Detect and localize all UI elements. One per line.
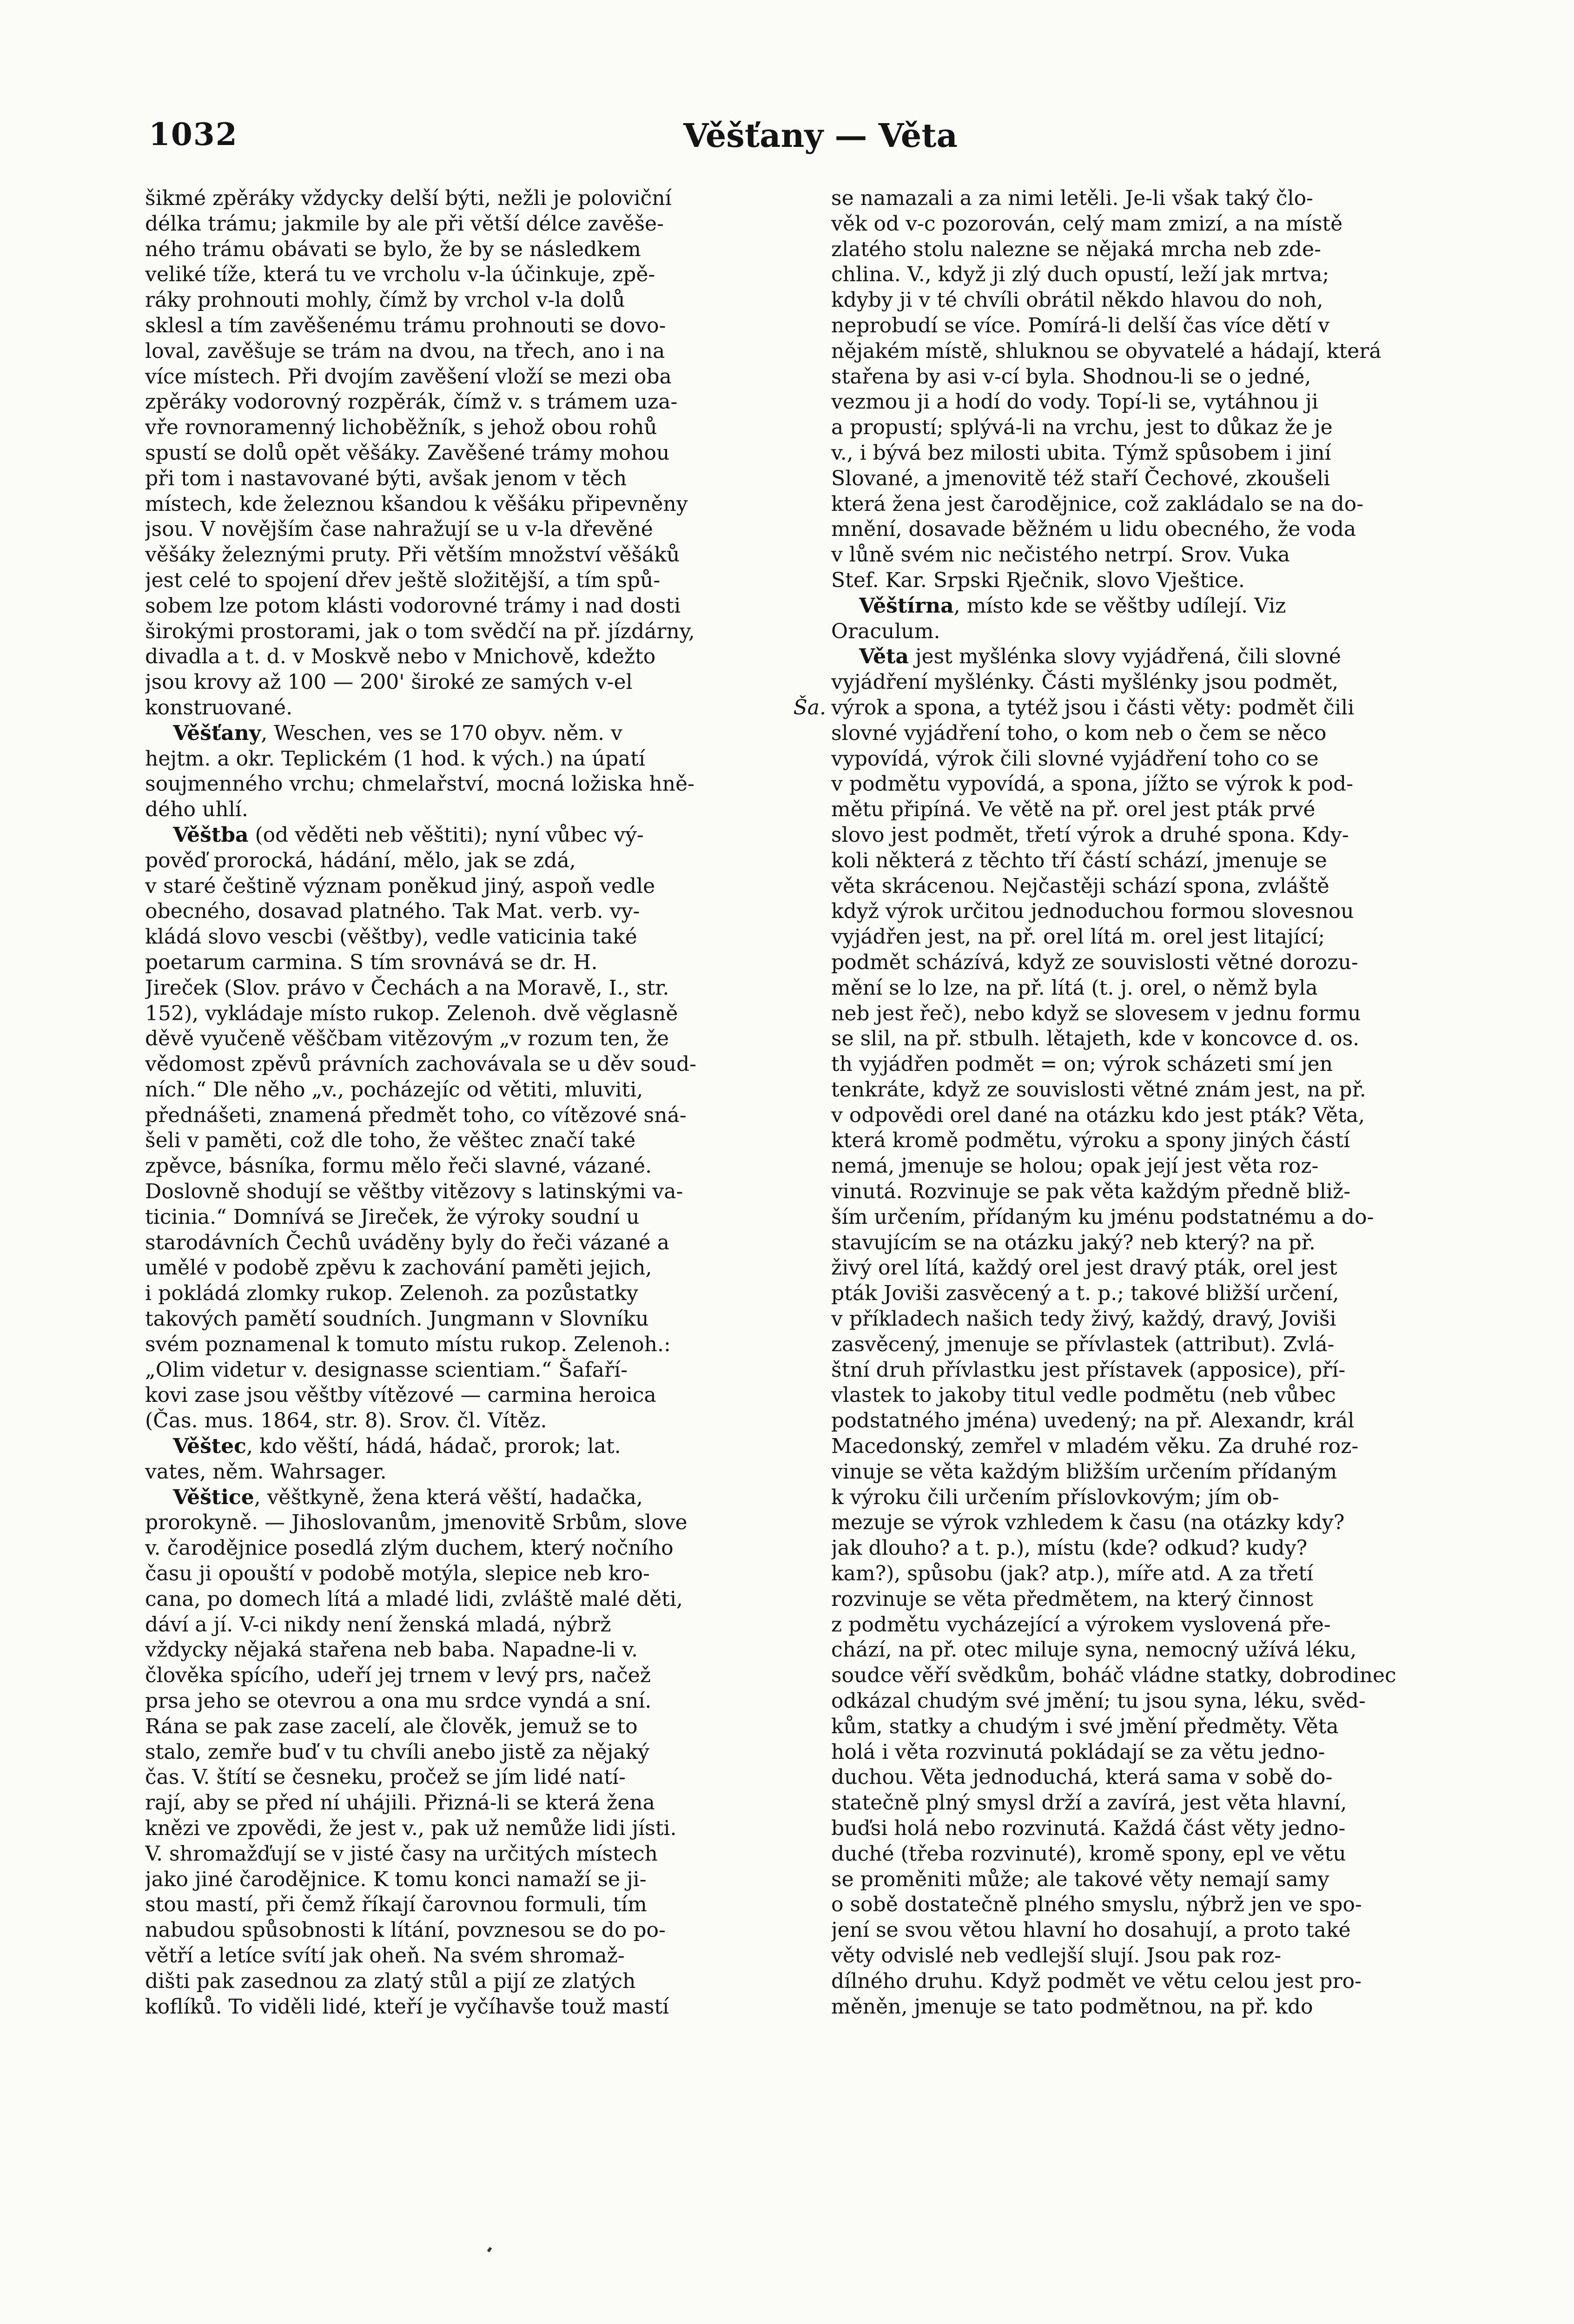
right-column-line <box>831 1307 1512 1332</box>
line-text: z podmětu vycházející a výrokem vyslovená pře- <box>831 1612 1331 1637</box>
line-text: šeli v paměti, což dle toho, že věštec značí také <box>145 1129 636 1153</box>
line-text: když výrok určitou jednoduchou formou slovesnou <box>831 899 1354 924</box>
line-text: vezmou ji a hodí do vody. Topí-li se, vytáhnou ji <box>831 390 1318 414</box>
left-column-line <box>145 1179 826 1205</box>
line-text: místech, kde železnou kšandou k věšáku připevněny <box>145 492 688 516</box>
line-text: v odpovědi orel dané na otázku kdo jest pták? Věta, <box>831 1103 1365 1127</box>
line-text: vinutá. Rozvinuje se pak věta každým předně bliž- <box>831 1180 1350 1204</box>
line-text: ních.“ Dle něho „v., pocházejíc od větiti, mluviti, <box>145 1077 643 1102</box>
line-text: v. čarodějnice posedlá zlým duchem, který nočního <box>145 1536 674 1560</box>
line-text: chlina. V., když ji zlý duch opustí, leží jak mrtva; <box>831 263 1329 287</box>
right-column-line <box>831 874 1512 899</box>
line-text: podmět scházívá, když ze souvislosti větné dorozu- <box>831 950 1358 974</box>
left-column-line <box>145 670 826 695</box>
left-column-line <box>145 1969 826 1994</box>
line-text: V. shromažďují se v jisté časy na určitých místech <box>145 1842 658 1866</box>
right-column-line <box>831 1561 1512 1587</box>
line-text: jest celé to spojení dřev ještě složitější, a tím spů- <box>145 568 661 592</box>
right-column-line <box>831 695 1512 721</box>
line-text: živý orel lítá, každý orel jest dravý pták, orel jest <box>831 1256 1337 1280</box>
line-text: knězi ve zpovědi, že jest v., pak už nemůže lidi jísti. <box>145 1816 677 1840</box>
line-text: vyjádřen jest, na př. orel lítá m. orel jest litající; <box>831 925 1325 949</box>
left-column-line <box>145 313 826 339</box>
line-text: hejtm. a okr. Teplickém (1 hod. k vých.) na úpatí <box>145 746 645 771</box>
line-text: dého uhlí. <box>145 798 248 822</box>
right-column-line <box>831 1052 1512 1077</box>
line-text: v lůně svém nic nečistého netrpí. Srov. Vuka <box>831 543 1290 567</box>
line-text: jsou krovy až 100 — 200' široké ze samých v-el <box>145 670 633 694</box>
line-text: neb jest řeč), nebo když se slovesem v jednu formu <box>831 1001 1361 1025</box>
right-column-line <box>831 1281 1512 1307</box>
line-text: výrok a spona, a tytéž jsou i části věty: podmět čili <box>831 695 1355 720</box>
left-column-line <box>145 1892 826 1918</box>
line-text: mětu připíná. Ve větě na př. orel jest pták prvé <box>831 798 1316 822</box>
line-text: Věštba (od věděti neb věštiti); nyní vůbec vý- <box>173 823 644 847</box>
left-column-line <box>145 1459 826 1485</box>
line-text: čas. V. štítí se česneku, pročež se jím lidé natí- <box>145 1765 626 1789</box>
line-text: více místech. Při dvojím zavěšení vloží se mezi oba <box>145 364 672 389</box>
right-column-line <box>831 1663 1512 1689</box>
line-text: dílného druhu. Když podmět ve větu celou jest pro- <box>831 1969 1362 1993</box>
right-column-line <box>831 823 1512 848</box>
right-column-line <box>831 1510 1512 1536</box>
left-column-line <box>145 1103 826 1129</box>
line-text: Slované, a jmenovitě též staří Čechové, zkoušeli <box>831 466 1330 490</box>
line-text: loval, zavěšuje se trám na dvou, na třech, ano i na <box>145 339 665 363</box>
left-column-line <box>145 1663 826 1689</box>
line-text: sklesl a tím zavěšenému trámu prohnouti se dovo- <box>145 313 666 337</box>
left-column-line <box>145 1765 826 1790</box>
left-column-line <box>145 1637 826 1663</box>
line-text: štní druh přívlastku jest přístavek (apposice), pří- <box>831 1358 1346 1382</box>
line-text: Věšťany, Weschen, ves se 170 obyv. něm. v <box>173 721 622 745</box>
line-text: soujmenného vrchu; chmelařství, mocná ložiska hně- <box>145 772 694 796</box>
line-text: přednášeti, znamená předmět toho, co vítězové sná- <box>145 1103 687 1127</box>
right-column-line <box>831 1485 1512 1511</box>
line-text: se proměniti může; ale takové věty nemají samy <box>831 1867 1329 1891</box>
left-column-line <box>145 950 826 976</box>
line-text: stou mastí, při čemž říkají čarovnou formuli, tím <box>145 1893 647 1917</box>
line-text: délka trámu; jakmile by ale při větší délce zavěše- <box>145 211 664 236</box>
right-column-line <box>831 1969 1512 1994</box>
line-text: věta skrácenou. Nejčastěji schází spona, zvláště <box>831 874 1329 898</box>
line-text: buďsi holá nebo rozvinutá. Každá část věty jedno- <box>831 1816 1346 1840</box>
line-text: mění se lo lze, na př. lítá (t. j. orel, o němž byla <box>831 976 1318 1000</box>
line-text: nabudou spůsobnosti k lítání, povznesou se do po- <box>145 1918 666 1942</box>
right-column-line <box>831 415 1512 441</box>
line-text: věšáky železnými pruty. Při větším množství věšáků <box>145 543 680 567</box>
line-text: v podmětu vypovídá, a spona, jížto se výrok k pod- <box>831 772 1353 796</box>
left-column-line <box>145 415 826 441</box>
left-column-line <box>145 1332 826 1358</box>
left-column-line <box>145 1790 826 1816</box>
right-column-line <box>831 1205 1512 1230</box>
line-text: starodávních Čechů uváděny byly do řeči vázané a <box>145 1230 669 1254</box>
right-column-line <box>831 288 1512 313</box>
line-text: dišti pak zasednou za zlatý stůl a pijí ze zlatých <box>145 1969 636 1993</box>
left-column-line <box>145 644 826 670</box>
right-column-line <box>831 1918 1512 1943</box>
left-column-line <box>145 1536 826 1561</box>
left-column-line <box>145 1358 826 1383</box>
left-column <box>145 186 826 2020</box>
right-column-line <box>831 568 1512 594</box>
right-column-line <box>831 186 1512 211</box>
right-column-line <box>831 619 1512 645</box>
line-text: Rána se pak zase zacelí, ale člověk, jemuž se to <box>145 1714 638 1738</box>
right-column-line <box>831 797 1512 823</box>
line-text: věty odvislé neb vedlejší slují. Jsou pak roz- <box>831 1943 1281 1967</box>
line-text: podstatného jména) uvedený; na př. Alexandr, král <box>831 1409 1355 1433</box>
line-text: Věta jest myšlénka slovy vyjádřená, čili slovné <box>859 645 1341 669</box>
left-column-line <box>145 364 826 390</box>
line-text: o sobě dostatečně plného smyslu, nýbrž jen ve spo- <box>831 1893 1362 1917</box>
left-column-line <box>145 1077 826 1103</box>
line-text: umělé v podobě zpěvu k zachování paměti jejich, <box>145 1256 652 1280</box>
line-text: stalo, zemře buď v tu chvíli anebo jistě za nějaký <box>145 1740 650 1764</box>
line-text: 152), vykládaje místo rukop. Zelenoh. dvě věglasně <box>145 1001 678 1025</box>
left-column-line <box>145 1255 826 1281</box>
page-number: 1032 <box>149 116 238 152</box>
line-text: k výroku čili určením příslovkovým; jím ob- <box>831 1485 1279 1509</box>
line-text: takových pamětí soudních. Jungmann v Slovníku <box>145 1307 649 1331</box>
line-text: ším určením, přídaným ku jménu podstatnému a do- <box>831 1205 1374 1229</box>
right-column-line <box>831 1230 1512 1256</box>
line-text: šikmé zpěráky vždycky delší býti, nežli je poloviční <box>145 186 672 210</box>
left-column-line <box>145 1816 826 1842</box>
right-column-line <box>831 1994 1512 2020</box>
right-column-line <box>831 1103 1512 1129</box>
line-text: ného trámu obávati se bylo, že by se následkem <box>145 237 641 261</box>
left-column-line <box>145 1918 826 1943</box>
line-text: neprobudí se více. Pomírá-li delší čas více dětí v <box>831 313 1330 337</box>
right-column-line <box>831 542 1512 568</box>
right-column-line <box>831 670 1512 695</box>
line-text: vypovídá, výrok čili slovné vyjádření toho co se <box>831 746 1319 771</box>
line-text: nějakém místě, shluknou se obyvatelé a hádají, která <box>831 339 1382 363</box>
line-text: tenkráte, když ze souvislosti větné znám jest, na př. <box>831 1077 1366 1102</box>
line-text: cana, po domech lítá a mladé lidi, zvláště malé děti, <box>145 1587 683 1611</box>
line-text: vates, něm. Wahrsager. <box>145 1459 387 1484</box>
right-column-line <box>831 1358 1512 1383</box>
left-column-line <box>145 721 826 746</box>
left-column-line <box>145 1842 826 1867</box>
line-text: mnění, dosavade běžném u lidu obecného, že voda <box>831 517 1356 541</box>
line-text: při tom i nastavované býti, avšak jenom v těch <box>145 466 627 490</box>
right-column-line <box>831 1587 1512 1612</box>
left-column-line <box>145 237 826 263</box>
right-column-line <box>831 924 1512 950</box>
line-text: která žena jest čarodějnice, což zakládalo se na do- <box>831 492 1363 516</box>
line-text: mezuje se výrok vzhledem k času (na otázky kdy? <box>831 1511 1345 1535</box>
left-column-line <box>145 1561 826 1587</box>
line-text: kdyby ji v té chvíli obrátil někdo hlavou do noh, <box>831 288 1323 312</box>
left-column-line <box>145 1001 826 1027</box>
line-text: spustí se dolů opět věšáky. Zavěšené trámy mohou <box>145 441 670 465</box>
line-text: konstruované. <box>145 695 293 720</box>
right-column-line <box>831 1154 1512 1179</box>
left-column-line <box>145 1154 826 1179</box>
line-text: th vyjádřen podmět = on; výrok scházeti smí jen <box>831 1052 1333 1076</box>
line-text: vyjádření myšlénky. Části myšlénky jsou podmět, <box>831 670 1339 694</box>
line-text: poetarum carmina. S tím srovnává se dr. H. <box>145 950 598 974</box>
line-text: Stef. Kar. Srpski Rječnik, slovo Vještice. <box>831 568 1245 592</box>
line-text: Macedonský, zemřel v mladém věku. Za druhé roz- <box>831 1434 1359 1459</box>
left-column-line <box>145 924 826 950</box>
right-column-line <box>831 644 1512 670</box>
right-column-line <box>831 262 1512 288</box>
line-text: věk od v-c pozorován, celý mam zmizí, a na místě <box>831 211 1343 236</box>
right-column-line <box>831 848 1512 874</box>
right-column-line <box>831 721 1512 746</box>
right-column-line <box>831 237 1512 263</box>
left-column-line <box>145 1026 826 1052</box>
right-column-line <box>831 1943 1512 1969</box>
left-column-line <box>145 1689 826 1714</box>
line-text: soudce věří svědkům, boháč vládne statky, dobrodinec <box>831 1664 1396 1688</box>
left-column-line <box>145 1587 826 1612</box>
right-column-line <box>831 1892 1512 1918</box>
left-column-line <box>145 1205 826 1230</box>
left-column-line <box>145 1383 826 1408</box>
left-column-line <box>145 466 826 492</box>
line-text: se slil, na př. stbulh. lětajeth, kde v koncovce d. os. <box>831 1027 1360 1051</box>
left-column-line <box>145 823 826 848</box>
line-text: koflíků. To viděli lidé, kteří je vyčíhavše touž mastí <box>145 1994 669 2019</box>
line-text: svém poznamenal k tomuto místu rukop. Zelenoh.: <box>145 1332 671 1356</box>
line-text: v staré češtině význam poněkud jiný, aspoň vedle <box>145 874 655 898</box>
right-column-line <box>831 950 1512 976</box>
right-column-line <box>831 1612 1512 1638</box>
line-text: „Olim videtur v. designasse scientiam.“ Šafaří- <box>145 1358 628 1382</box>
right-column-line <box>831 364 1512 390</box>
line-text: statečně plný smysl drží a zavírá, jest věta hlavní, <box>831 1791 1347 1815</box>
right-column-line <box>831 1332 1512 1358</box>
print-speck <box>487 2247 492 2252</box>
line-text: prsa jeho se otevrou a ona mu srdce vyndá a sní. <box>145 1689 652 1713</box>
left-column-line <box>145 542 826 568</box>
right-column-line <box>831 772 1512 797</box>
left-column-line <box>145 1485 826 1511</box>
left-column-line <box>145 1408 826 1434</box>
right-column-line <box>831 492 1512 517</box>
left-column-line <box>145 211 826 237</box>
right-column-line <box>831 1790 1512 1816</box>
line-text: a propustí; splývá-li na vrchu, jest to důkaz že je <box>831 416 1333 440</box>
line-text: duchou. Věta jednoduchá, která sama v sobě do- <box>831 1765 1333 1789</box>
line-text: prorokyně. — Jihoslovanům, jmenovitě Srbům, slove <box>145 1511 688 1535</box>
line-text: nemá, jmenuje se holou; opak její jest věta roz- <box>831 1154 1319 1178</box>
line-text: vlastek to jakoby titul vedle podmětu (neb vůbec <box>831 1383 1336 1407</box>
right-column-line <box>831 1077 1512 1103</box>
left-column-line <box>145 1510 826 1536</box>
line-text: jsou. V novějším čase nahražují se u v-la dřevěné <box>145 517 653 541</box>
left-column-line <box>145 1740 826 1765</box>
left-column-line <box>145 1943 826 1969</box>
line-text: veliké tíže, která tu ve vrcholu v-la účinkuje, zpě- <box>145 263 655 287</box>
line-text: jení se svou větou hlavní ho dosahují, a proto také <box>831 1918 1351 1942</box>
line-text: duché (třeba rozvinuté), kromě spony, epl ve větu <box>831 1842 1346 1866</box>
left-column-line <box>145 1281 826 1307</box>
right-column-line <box>831 1842 1512 1867</box>
left-column-line <box>145 899 826 924</box>
line-text: odkázal chudým své jmění; tu jsou syna, léku, svěd- <box>831 1689 1366 1713</box>
right-column-line <box>831 1434 1512 1459</box>
right-column-line <box>831 339 1512 364</box>
line-text: pták Joviši zasvěcený a t. p.; takové bližší určení, <box>831 1281 1339 1306</box>
right-column-line <box>831 1459 1512 1485</box>
line-text: zasvěcený, jmenuje se přívlastek (attribut). Zvlá- <box>831 1332 1335 1356</box>
line-text: i pokládá zlomky rukop. Zelenoh. za pozůstatky <box>145 1281 638 1306</box>
line-text: v., i bývá bez milosti ubita. Týmž spůsobem i jiní <box>831 441 1331 465</box>
left-column-line <box>145 492 826 517</box>
left-column-line <box>145 1434 826 1459</box>
right-column-line <box>831 466 1512 492</box>
right-column-line <box>831 1128 1512 1154</box>
right-column-line <box>831 1765 1512 1790</box>
line-text: kovi zase jsou věštby vítězové — carmina heroica <box>145 1383 656 1407</box>
left-column-line <box>145 848 826 874</box>
line-text: stařena by asi v-cí byla. Shodnou-li se o jedné, <box>831 364 1311 389</box>
line-text: pověď prorocká, hádání, mělo, jak se zdá, <box>145 848 576 872</box>
author-signature: Ša. <box>793 695 826 720</box>
line-text: rají, aby se před ní uhájili. Přizná-li se která žena <box>145 1791 655 1815</box>
right-column-line <box>831 1740 1512 1765</box>
right-column-line <box>831 899 1512 924</box>
line-text: vědomost zpěvů právních zachovávala se u děv soud- <box>145 1052 697 1076</box>
line-text: Jireček (Slov. právo v Čechách a na Moravě, I., str. <box>145 976 669 1000</box>
line-text: času ji opouští v podobě motýla, slepice neb kro- <box>145 1562 650 1586</box>
left-column-line <box>145 339 826 364</box>
line-text: vinuje se věta každým bližším určením přídaným <box>831 1459 1337 1484</box>
line-text: ticinia.“ Domnívá se Jireček, že výroky soudní u <box>145 1205 640 1229</box>
left-column-line <box>145 262 826 288</box>
line-text: (Čas. mus. 1864, str. 8). Srov. čl. Vítěz. <box>145 1409 547 1433</box>
right-column-line <box>831 313 1512 339</box>
left-column-line <box>145 568 826 594</box>
left-column-line <box>145 1230 826 1256</box>
line-text: kam?), spůsobu (jak? atp.), míře atd. A za třetí <box>831 1562 1314 1586</box>
left-column-line <box>145 619 826 645</box>
right-column-line <box>831 1408 1512 1434</box>
line-text: kládá slovo vescbi (věštby), vedle vaticinia také <box>145 925 637 949</box>
line-text: slovo jest podmět, třetí výrok a druhé spona. Kdy- <box>831 823 1349 847</box>
right-column-line <box>831 1816 1512 1842</box>
line-text: divadla a t. d. v Moskvě nebo v Mnichově, kdežto <box>145 645 656 669</box>
right-column-line <box>831 441 1512 466</box>
left-column-line <box>145 695 826 721</box>
right-column-line <box>831 1179 1512 1205</box>
line-text: dáví a jí. V-ci nikdy není ženská mladá, nýbrž <box>145 1612 611 1637</box>
right-column-line <box>831 1714 1512 1740</box>
left-column-line <box>145 976 826 1001</box>
left-column-line <box>145 772 826 797</box>
left-column-line <box>145 441 826 466</box>
right-column-line <box>831 1383 1512 1408</box>
line-text: slovné vyjádření toho, o kom neb o čem se něco <box>831 721 1327 745</box>
left-column-line <box>145 288 826 313</box>
left-column-line <box>145 746 826 772</box>
right-column <box>831 186 1512 2020</box>
line-text: zpěvce, básníka, formu mělo řeči slavné, vázané. <box>145 1154 652 1178</box>
line-text: Věštice, věštkyně, žena která věští, hadačka, <box>173 1485 643 1509</box>
line-text: jako jiné čarodějnice. K tomu konci namaží se ji- <box>145 1867 647 1891</box>
right-column-line <box>831 1637 1512 1663</box>
right-column-line <box>831 1536 1512 1561</box>
line-text: Oraculum. <box>831 619 940 643</box>
line-text: vře rovnoramenný lichoběžník, s jehož obou rohů <box>145 416 657 440</box>
line-text: stavujícím se na otázku jaký? neb který? na př. <box>831 1230 1316 1254</box>
right-column-line <box>831 211 1512 237</box>
right-column-line <box>831 1026 1512 1052</box>
right-column-line <box>831 1255 1512 1281</box>
left-column-line <box>145 1714 826 1740</box>
left-column-line <box>145 390 826 415</box>
left-column-line <box>145 1052 826 1077</box>
line-text: koli některá z těchto tří částí schází, jmenuje se <box>831 848 1327 872</box>
right-column-line <box>831 976 1512 1001</box>
right-column-line <box>831 1001 1512 1027</box>
line-text: měněn, jmenuje se tato podmětnou, na př. kdo <box>831 1994 1313 2019</box>
left-column-line <box>145 874 826 899</box>
line-text: člověka spícího, udeří jej trnem v levý prs, načež <box>145 1664 651 1688</box>
line-text: holá i věta rozvinutá pokládají se za větu jedno- <box>831 1740 1325 1764</box>
line-text: zpěráky vodorovný rozpěrák, čímž v. s trámem uza- <box>145 390 678 414</box>
line-text: děvě vyučeně věščbam vitězovým „v rozum ten, že <box>145 1027 669 1051</box>
left-column-line <box>145 1612 826 1638</box>
line-text: vždycky nějaká stařena neb baba. Napadne-li v. <box>145 1638 638 1662</box>
line-text: chází, na př. otec miluje syna, nemocný užívá léku, <box>831 1638 1357 1662</box>
line-text: širokými prostorami, jak o tom svědčí na př. jízdárny, <box>145 619 695 643</box>
line-text: se namazali a za nimi letěli. Je-li však taký člo- <box>831 186 1313 210</box>
page-header <box>149 116 958 158</box>
right-column-line <box>831 390 1512 415</box>
line-text: Věštec, kdo věští, hádá, hádač, prorok; lat. <box>173 1434 621 1459</box>
line-text: jak dlouho? a t. p.), místu (kde? odkud? kudy? <box>831 1536 1308 1560</box>
right-column-line <box>831 594 1512 619</box>
left-column-line <box>145 594 826 619</box>
line-text: větří a letíce svítí jak oheň. Na svém shromaž- <box>145 1943 625 1967</box>
line-text: obecného, dosavad platného. Tak Mat. verb. vy- <box>145 899 640 924</box>
line-text: která kromě podmětu, výroku a spony jiných částí <box>831 1129 1350 1153</box>
line-text: Věštírna, místo kde se věštby udílejí. Viz <box>859 594 1286 618</box>
line-text: v příkladech našich tedy živý, každý, dravý, Joviši <box>831 1307 1336 1331</box>
left-column-line <box>145 1307 826 1332</box>
left-column-line <box>145 517 826 542</box>
running-head: Věšťany — Věta <box>683 116 958 155</box>
left-column-line <box>145 1128 826 1154</box>
right-column-line <box>831 517 1512 542</box>
line-text: zlatého stolu nalezne se nějaká mrcha neb zde- <box>831 237 1321 261</box>
right-column-line <box>831 746 1512 772</box>
line-text: kům, statky a chudým i své jmění předměty. Věta <box>831 1714 1339 1738</box>
left-column-line <box>145 1994 826 2020</box>
right-column-line <box>831 1867 1512 1893</box>
line-text: sobem lze potom klásti vodorovné trámy i nad dosti <box>145 594 681 618</box>
line-text: rozvinuje se věta předmětem, na který činnost <box>831 1587 1313 1611</box>
line-text: Doslovně shodují se věštby vitězovy s latinskými va- <box>145 1180 683 1204</box>
right-column-line <box>831 1689 1512 1714</box>
left-column-line <box>145 186 826 211</box>
line-text: ráky prohnouti mohly, čímž by vrchol v-la dolů <box>145 288 625 312</box>
left-column-line <box>145 797 826 823</box>
left-column-line <box>145 1867 826 1893</box>
